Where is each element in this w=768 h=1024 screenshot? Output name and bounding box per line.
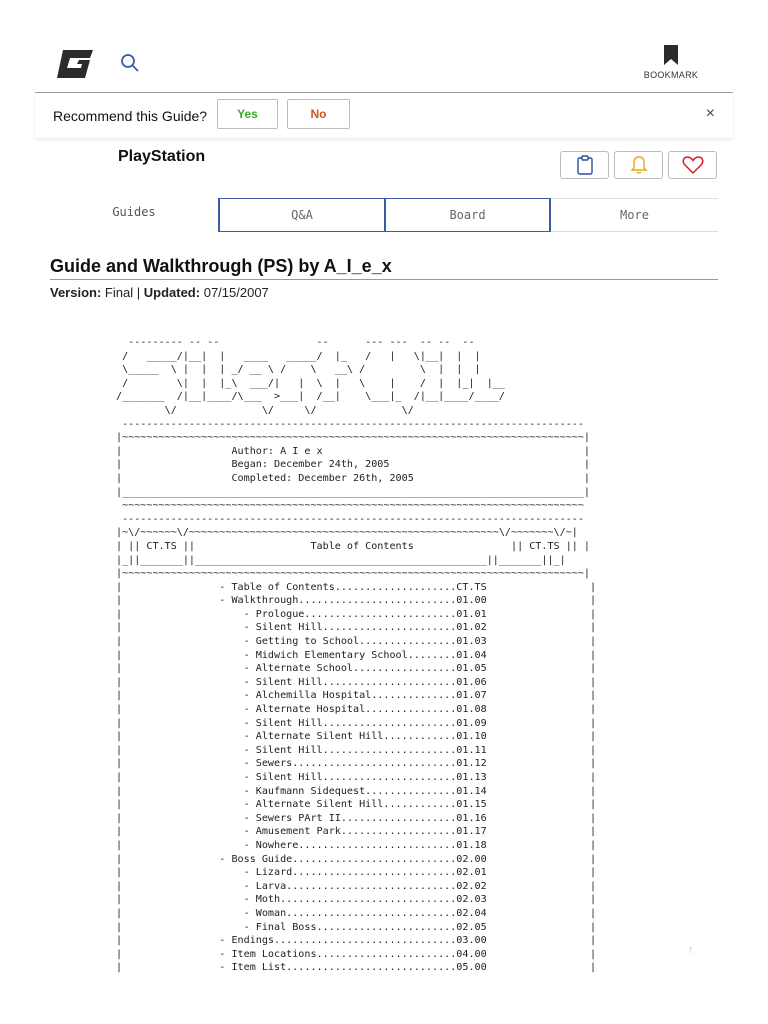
guide-title: Guide and Walkthrough (PS) by A_I_e_x <box>50 256 718 280</box>
tab-board[interactable]: Board <box>384 198 551 232</box>
clipboard-button[interactable] <box>560 151 609 179</box>
recommend-yes-button[interactable]: Yes <box>217 99 278 129</box>
tab-qa[interactable]: Q&A <box>218 198 384 232</box>
updated-label: Updated: <box>143 285 201 300</box>
version-value: Final <box>104 285 134 300</box>
close-icon[interactable]: × <box>705 105 715 122</box>
bookmark-button[interactable] <box>641 45 701 85</box>
favorite-button[interactable] <box>668 151 717 179</box>
tab-guides[interactable]: Guides <box>112 205 156 219</box>
gamefaqs-logo[interactable] <box>55 48 95 80</box>
site-header <box>35 35 733 93</box>
version-separator: | <box>136 285 141 300</box>
platform-label: PlayStation <box>118 148 206 165</box>
guide-tabs <box>50 198 718 232</box>
updated-value: 07/15/2007 <box>203 285 269 300</box>
bookmark-icon <box>664 45 678 65</box>
search-icon[interactable] <box>119 52 141 74</box>
recommend-no-button[interactable]: No <box>287 99 350 129</box>
tab-more[interactable]: More <box>551 198 718 232</box>
heart-icon <box>682 155 704 175</box>
recommend-label: Recommend this Guide? <box>53 108 208 124</box>
version-label: Version: <box>50 285 102 300</box>
bell-icon <box>629 155 649 175</box>
notify-button[interactable] <box>614 151 663 179</box>
faq-text: --------- -- -- -- --- --- -- -- -- / _____/|__| | ____ _____/ |_ / | \|__| | | \_____ \ | | | _/ __ \ / \ __\ / \ | | | / \| | |_\ ___/| | \ | \ | / | |_| |__ /_______ /|__|____/\___ >___| /__| \___|_ /|__|____/____/ \/ \/ \/ \/ ---------------------------------------------------------------------------- |~~~~~~~~~~~~~~~~~~~~~~~~~~~~~~~~~~~~~~~~~~~~~~~~~~~~~~~~~~~~~~~~~~~~~~~~~~~~| | Author: A I e x | | Began: December 24th, 2005 | | Completed: December 26th, 2005 | |____________________________________________________________________________| ~~~~~~~~~~~~~~~~~~~~~~~~~~~~~~~~~~~~~~~~~~~~~~~~~~~~~~~~~~~~~~~~~~~~~~~~~~~~ ---------------------------------------------------------------------------- |~\/~~~~~~\/~~~~~~~~~~~~~~~~~~~~~~~~~~~~~~~~~~~~~~~~~~~~~~~~~~~\/~~~~~~~\/~| | || CT.TS || Table of Contents || CT.TS || | |_||_______||________________________________________________||_______||_| |~~~~~~~~~~~~~~~~~~~~~~~~~~~~~~~~~~~~~~~~~~~~~~~~~~~~~~~~~~~~~~~~~~~~~~~~~~~~| | - Table of Contents....................CT.TS | | - Walkthrough..........................01.00 | | - Prologue.........................01.01 | | - Silent Hill......................01.02 | | - Getting to School................01.03 | | - Midwich Elementary School........01.04 | | - Alternate School.................01.05 | | - Silent Hill......................01.06 | | - Alchemilla Hospital..............01.07 | | - Alternate Hospital...............01.08 | | - Silent Hill......................01.09 | | - Alternate Silent Hill............01.10 | | - Silent Hill......................01.11 | | - Sewers...........................01.12 | | - Silent Hill......................01.13 | | - Kaufmann Sidequest...............01.14 | | - Alternate Silent Hill............01.15 | | - Sewers PArt II...................01.16 | | - Amusement Park...................01.17 | | - Nowhere..........................01.18 | | - Boss Guide...........................02.00 | | - Lizard...........................02.01 | | - Larva............................02.02 | | - Moth.............................02.03 | | - Woman............................02.04 | | - Final Boss.......................02.05 | | - Endings..............................03.00 | | - Item Locations.......................04.00 | | - Item List............................05.00 | <box>116 337 597 974</box>
bookmark-label: BOOKMARK <box>643 70 699 80</box>
clipboard-icon <box>576 155 594 175</box>
guide-version <box>50 285 269 300</box>
scroll-top-arrow-icon[interactable]: ↑ <box>688 944 694 956</box>
recommend-banner <box>35 93 733 138</box>
